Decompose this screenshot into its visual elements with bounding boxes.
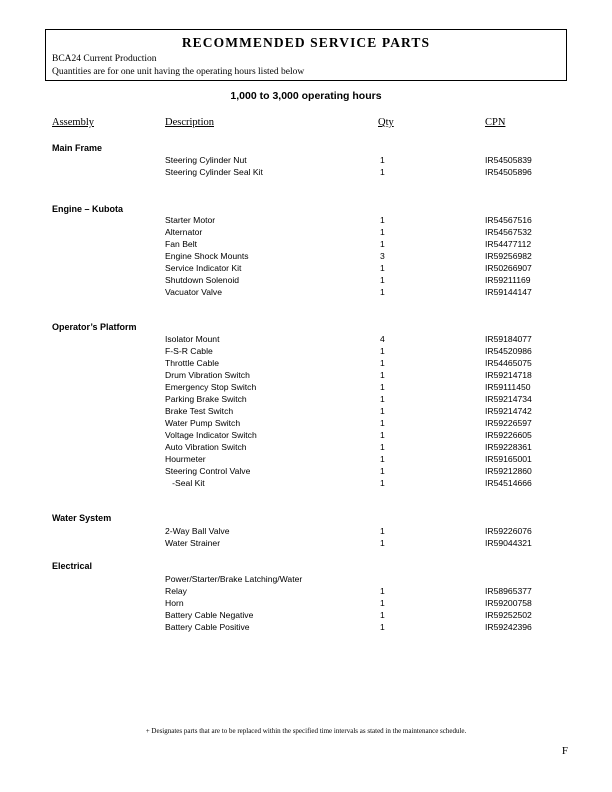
table-row [0,418,612,430]
table-row [0,370,612,382]
part-cpn: IR54477112 [485,239,532,249]
table-row [0,358,612,370]
part-quantity: 1 [380,227,385,237]
part-quantity: 1 [380,370,385,380]
assembly-name: Operator’s Platform [52,322,137,332]
part-quantity: 1 [380,466,385,476]
page-title: RECOMMENDED SERVICE PARTS [181,35,431,50]
part-description: Parking Brake Switch [165,394,247,404]
part-description: Alternator [165,227,203,237]
part-description: Brake Test Switch [165,406,234,416]
assembly-group-header [0,561,612,573]
table-row [0,466,612,478]
part-quantity: 1 [380,394,385,404]
table-row [0,406,612,418]
operating-hours-subtitle: 1,000 to 3,000 operating hours [230,90,382,102]
part-cpn: IR59211169 [485,275,531,285]
part-cpn: IR54520986 [485,346,532,356]
part-cpn: IR50266907 [485,263,532,273]
part-quantity: 1 [380,442,385,452]
table-row [0,430,612,442]
part-cpn: IR54567532 [485,227,532,237]
assembly-group-header [0,143,612,155]
part-cpn: IR59242396 [485,622,532,632]
part-cpn: IR54465075 [485,358,532,368]
table-row [0,478,612,490]
part-description: Steering Cylinder Seal Kit [165,167,263,177]
part-description: Horn [165,598,184,608]
column-header-description: Description [165,117,214,128]
part-cpn: IR59111450 [485,382,531,392]
part-description: Emergency Stop Switch [165,382,257,392]
table-row [0,586,612,598]
part-description: Throttle Cable [165,358,219,368]
part-quantity: 1 [380,215,385,225]
table-row [0,287,612,299]
part-description: Starter Motor [165,215,216,225]
header-model-line: BCA24 Current Production [52,54,157,64]
part-quantity: 1 [380,478,385,488]
column-header-cpn: CPN [485,117,506,128]
part-description: F-S-R Cable [165,346,213,356]
part-quantity: 1 [380,358,385,368]
part-description: -Seal Kit [165,478,205,488]
table-row [0,598,612,610]
table-row [0,382,612,394]
part-description: Relay [165,586,187,596]
part-quantity: 1 [380,275,385,285]
part-cpn: IR59226076 [485,526,532,536]
assembly-name: Main Frame [52,143,103,153]
part-cpn: IR54567516 [485,215,532,225]
part-description: Drum Vibration Switch [165,370,250,380]
table-row [0,538,612,550]
assembly-name: Water System [52,513,112,523]
part-description: Battery Cable Negative [165,610,254,620]
part-description: Power/Starter/Brake Latching/Water [165,574,303,584]
header-box [45,29,567,81]
part-description: Water Strainer [165,538,221,548]
part-description: 2-Way Ball Valve [165,526,230,536]
table-row [0,610,612,622]
part-quantity: 4 [380,334,385,344]
part-quantity: 1 [380,418,385,428]
part-cpn: IR59256982 [485,251,532,261]
part-cpn: IR54514666 [485,478,532,488]
part-cpn: IR59144147 [485,287,532,297]
table-row [0,454,612,466]
assembly-name: Electrical [52,561,93,571]
assembly-group-header [0,513,612,525]
table-row [0,334,612,346]
part-cpn: IR59252502 [485,610,532,620]
table-row [0,574,612,586]
part-cpn: IR54505896 [485,167,532,177]
part-cpn: IR58965377 [485,586,532,596]
table-row [0,227,612,239]
part-quantity: 1 [380,610,385,620]
part-quantity: 1 [380,430,385,440]
part-quantity: 1 [380,167,385,177]
part-description: Shutdown Solenoid [165,275,240,285]
part-quantity: 1 [380,346,385,356]
part-cpn: IR54505839 [485,155,532,165]
assembly-name: Engine – Kubota [52,204,124,214]
part-quantity: 1 [380,526,385,536]
part-cpn: IR59228361 [485,442,532,452]
part-description: Fan Belt [165,239,198,249]
table-row [0,167,612,179]
part-quantity: 1 [380,598,385,608]
header-quantity-note: Quantities are for one unit having the operating hours listed below [52,67,305,77]
part-quantity: 1 [380,406,385,416]
part-cpn: IR59200758 [485,598,532,608]
part-description: Isolator Mount [165,334,220,344]
table-row [0,263,612,275]
part-description: Steering Control Valve [165,466,251,476]
part-description: Battery Cable Positive [165,622,250,632]
table-row [0,155,612,167]
part-cpn: IR59226605 [485,430,532,440]
part-description: Service Indicator Kit [165,263,242,273]
table-row [0,275,612,287]
part-cpn: IR59184077 [485,334,532,344]
part-cpn: IR59214742 [485,406,532,416]
part-quantity: 1 [380,622,385,632]
part-description: Vacuator Valve [165,287,223,297]
footnote: + Designates parts that are to be replaced within the specified time intervals as stated in the maintenance schedule. [145,727,467,735]
part-cpn: IR59165001 [485,454,532,464]
table-row [0,622,612,634]
table-row [0,394,612,406]
column-header-assembly: Assembly [52,117,94,128]
part-quantity: 1 [380,538,385,548]
table-row [0,346,612,358]
part-cpn: IR59214718 [485,370,532,380]
part-description: Auto Vibration Switch [165,442,247,452]
page-mark: F [561,745,568,757]
part-description: Voltage Indicator Switch [165,430,257,440]
part-cpn: IR59044321 [485,538,532,548]
part-description: Steering Cylinder Nut [165,155,247,165]
table-row [0,239,612,251]
table-row [0,215,612,227]
part-description: Water Pump Switch [165,418,241,428]
assembly-group-header [0,322,612,334]
table-row [0,251,612,263]
part-quantity: 1 [380,454,385,464]
part-quantity: 1 [380,382,385,392]
part-description: Hourmeter [165,454,206,464]
part-cpn: IR59214734 [485,394,532,404]
part-quantity: 1 [380,239,385,249]
part-quantity: 1 [380,155,385,165]
part-quantity: 1 [380,586,385,596]
part-cpn: IR59212860 [485,466,532,476]
part-cpn: IR59226597 [485,418,532,428]
part-quantity: 1 [380,263,385,273]
part-quantity: 1 [380,287,385,297]
table-row [0,442,612,454]
column-header-qty: Qty [378,117,394,128]
table-row [0,526,612,538]
part-quantity: 3 [380,251,385,261]
part-description: Engine Shock Mounts [165,251,249,261]
